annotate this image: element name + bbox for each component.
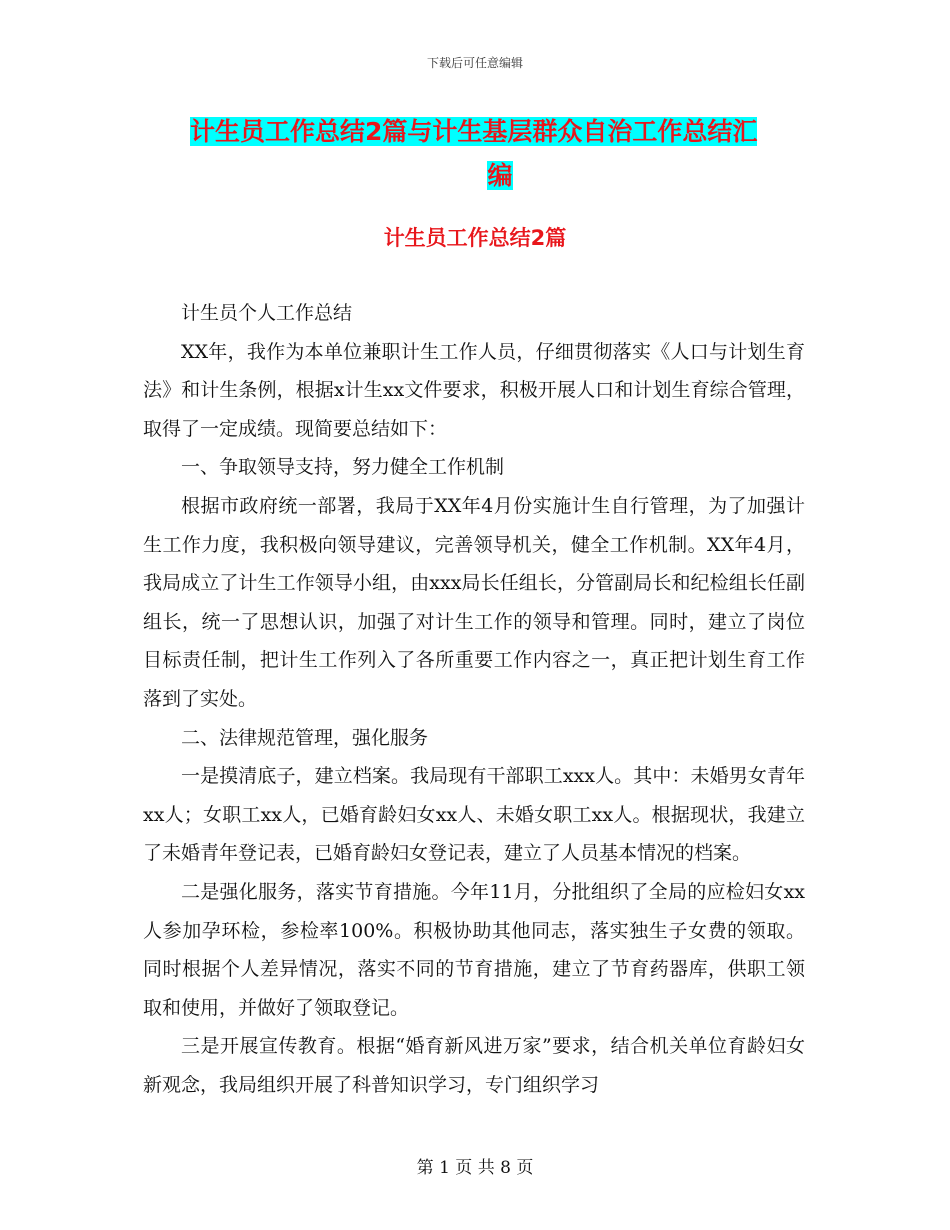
page-header-note: 下载后可任意编辑 [426, 56, 523, 70]
paragraph-section-2-heading: 二、法律规范管理，强化服务 [181, 726, 429, 749]
section-title: 计生员工作总结2篇 [383, 226, 567, 250]
document-body [143, 294, 805, 1104]
document-title [190, 110, 810, 198]
document-title-line2: 编 [487, 161, 513, 190]
paragraph-item-3: 三是开展宣传教育。根据“婚育新风进万家”要求，结合机关单位育龄妇女新观念，我局组织开展了科普知识学习，专门组织学习 [143, 1035, 805, 1096]
paragraph-section-1-body: 根据市政府统一部署，我局于XX年4月份实施计生自行管理，为了加强计生工作力度，我积极向领导建议，完善领导机关，健全工作机制。XX年4月，我局成立了计生工作领导小组，由xxx局长任组长，分管副局长和纪检组长任副组长，统一了思想认识，加强了对计生工作的领导和管理。同时，建立了岗位目标责任制，把计生工作列入了各所重要工作内容之一，真正把计划生育工作落到了实处。 [143, 494, 805, 710]
paragraph-item-1: 一是摸清底子，建立档案。我局现有干部职工xxx人。其中：未婚男女青年xx人；女职工xx人，已婚育龄妇女xx人、未婚女职工xx人。根据现状，我建立了未婚青年登记表，已婚育龄妇女登记表，建立了人员基本情况的档案。 [143, 765, 805, 865]
paragraph-section-1-heading: 一、争取领导支持，努力健全工作机制 [181, 456, 505, 479]
document-title-line1: 计生员工作总结2篇与计生基层群众自治工作总结汇 [190, 117, 758, 146]
paragraph-heading-personal-summary: 计生员个人工作总结 [181, 302, 353, 324]
page-number-footer: 第 1 页 共 8 页 [416, 1158, 534, 1178]
paragraph-item-2: 二是强化服务，落实节育措施。今年11月，分批组织了全局的应检妇女xx人参加孕环检，参检率100%。积极协助其他同志，落实独生子女费的领取。同时根据个人差异情况，落实不同的节育措施，建立了节育药器库，供职工领取和使用，并做好了领取登记。 [143, 880, 805, 1019]
paragraph-intro: XX年，我作为本单位兼职计生工作人员，仔细贯彻落实《人口与计划生育法》和计生条例，根据x计生xx文件要求，积极开展人口和计划生育综合管理，取得了一定成绩。现简要总结如下： [143, 340, 805, 440]
